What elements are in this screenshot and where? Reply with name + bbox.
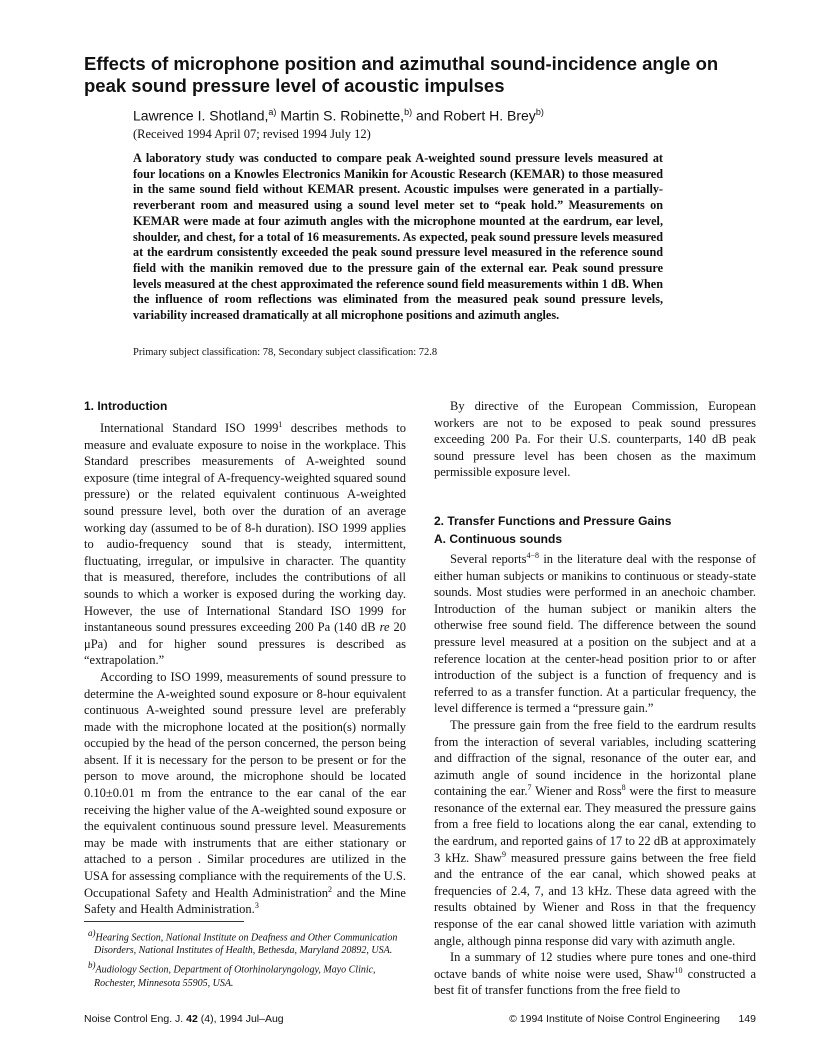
footnote-a: $^{a)}$Hearing Section, National Institute on Deafness and Other Communication Disorders, National Institutes of Health, Bethesda, Maryland 20892, USA. [88,928,398,957]
reference-mark: 3 [254,901,259,911]
reference-mark: 2 [327,884,332,894]
paragraph: In a summary of 12 studies where pure tones and one-third octave bands of white noise were used, Shaw$^{10}$ constructed a best fit of transfer functions from the free field to [434,950,757,998]
paragraph: The pressure gain from the free field to the eardrum results from the interaction of several variables, including scattering and diffraction of the signal, resonance of the outer ear, and azimuth angle of sound incidence in the horizontal plane containing the ear.$^7$ Wiener and Ross$^8$ were the first to measure resonance of the external ear. They measured the pressure gains from a free field to locations along the ear canal, extending to the eardrum, and reported gains of 17 to 22 dB at approximately 3 kHz. Shaw$^9$ measured pressure gains between the free field and the entrance of the ear canal, which showed peaks at frequencies of 2.4, 7, and 13 kHz. These data agreed with the results obtained by Wiener and Ross in that the frequency response of the ear canal showed little variation with azimuth angle, although pinna response did vary with azimuth angle. [434,717,757,948]
reference-mark: 8 [621,783,626,793]
reference-mark: 4−8 [526,550,540,560]
page-number: 149 [738,1013,756,1025]
paragraph: Several reports$^{4-8}$ in the literature deal with the response of either human subjects or manikins to continuous or steady-state sounds. Most studies were performed in an anechoic chamber. Introduction of the human subject or manikin alters the otherwise free sound field. The difference between the sound pressure level measured at a position on the subject and at a reference location at the center-head position prior to or after introduction of the subject is a function of frequency and is referred to as a transfer function. At a particular frequency, the level difference is termed a “pressure gain.” [434,550,756,716]
reference-mark: 9 [501,849,506,859]
reference-mark: 7 [527,783,532,793]
journal-citation: Noise Control Eng. J. 42 (4), 1994 Jul–Aug [84,1013,284,1025]
affiliation-mark: b) [404,107,413,117]
left-column [84,398,406,918]
reference-mark: 10 [674,965,683,975]
received-date: (Received 1994 April 07; revised 1994 July 12) [133,127,371,141]
paper-title: Effects of microphone position and azimuthal sound-incidence angle on peak sound pressure level of acoustic impulses [84,53,719,96]
footnotes [84,927,406,992]
paragraph: International Standard ISO 1999$^1$ describes methods to measure and evaluate exposure to noise in the workplace. This Standard prescribes measurements of A-weighted sound exposure (time integral of A-frequency-weighted squared sound pressure) or the related equivalent continuous A-weighted sound pressure level, both over the duration of an average working day (assumed to be of 8-h duration). ISO 1999 applies to audio-frequency sound that is steady, intermittent, fluctuating, irregular, or impulsive in character. The quantity that is measured, therefore, includes the contributions of all sounds to which a worker is exposed during the working day. However, the use of International Standard ISO 1999 for instantaneous sound pressures exceeding 200 Pa (140 dB re 20 μPa) and for higher sound pressures is described as “extrapolation.” [84,419,406,668]
copyright-notice: © 1994 Institute of Noise Control Engineering [509,1013,720,1025]
footnote-divider [84,921,244,922]
affiliation-mark: a) [268,107,277,117]
section-heading-introduction: 1. Introduction [84,399,168,413]
reference-mark: 1 [278,419,283,429]
abstract: A laboratory study was conducted to compare peak A-weighted sound pressure levels measured at four locations on a Knowles Electronics Manikin for Acoustic Research (KEMAR) to those measured in the same sound field without KEMAR present. Acoustic impulses were generated in a partially-reverberant room and measured using a sound level meter set to “peak hold.” Measurements on KEMAR were made at four azimuth angles with the microphone mounted at the eardrum, ear level, shoulder, and chest, for a total of 16 measurements. As expected, peak sound pressure levels measured at the eardrum consistently exceeded the peak sound pressure level measured in the reference sound field with the manikin removed due to the pressure gain of the external ear. Peak sound pressure levels measured at the chest approximated the reference sound field measurements within 1 dB. When the influence of room reflections was eliminated from the measured peak sound pressure levels, variability increased dramatically at all microphone positions and azimuth angles. [133,151,663,323]
affiliation-mark: b) [535,107,544,117]
footnote-mark: b) [88,960,96,971]
paragraph: According to ISO 1999, measurements of sound pressure to determine the A-weighted sound exposure or 8-hour equivalent continuous A-weighted sound pressure level are preferably made with the microphone located at the position(s) normally occupied by the head of the person concerned, the person being absent. If it is necessary for the person to be present or for the person to move around, the microphone should be located 0.10±0.01 m from the entrance to the ear canal of the ear receiving the higher value of the A-weighted sound exposure or the equivalent continuous sound pressure level. Measurements may be made with instruments that are either stationary or attached to a person . Similar procedures are utilized in the USA for assessing compliance with the requirements of the U.S. Occupational Safety and Health Administration$^2$ and the Mine Safety and Health Administration.$^3$ [84,669,406,917]
footnote-b: $^{b)}$Audiology Section, Department of Otorhinolaryngology, Mayo Clinic, Rochester, Minnesota 55905, USA. [88,960,376,989]
footnote-mark: a) [88,928,96,938]
paragraph: By directive of the European Commission, European workers are not to be exposed to peak sound pressures exceeding 200 Pa. For their U.S. counterparts, 140 dB peak sound pressure level has been chosen as the maximum permissible exposure level. [434,399,756,480]
author-name: Martin S. Robinette, [276,107,405,124]
section-heading-transfer-functions: 2. Transfer Functions and Pressure Gains [434,513,672,528]
author-list [133,103,753,125]
right-column [434,398,756,999]
author-name: and Robert H. Brey [412,107,536,124]
author-name: Lawrence I. Shotland, [133,107,269,124]
subject-classification: Primary subject classification: 78, Secondary subject classification: 72.8 [133,347,438,358]
subsection-heading-continuous-sounds: A. Continuous sounds [434,531,562,546]
